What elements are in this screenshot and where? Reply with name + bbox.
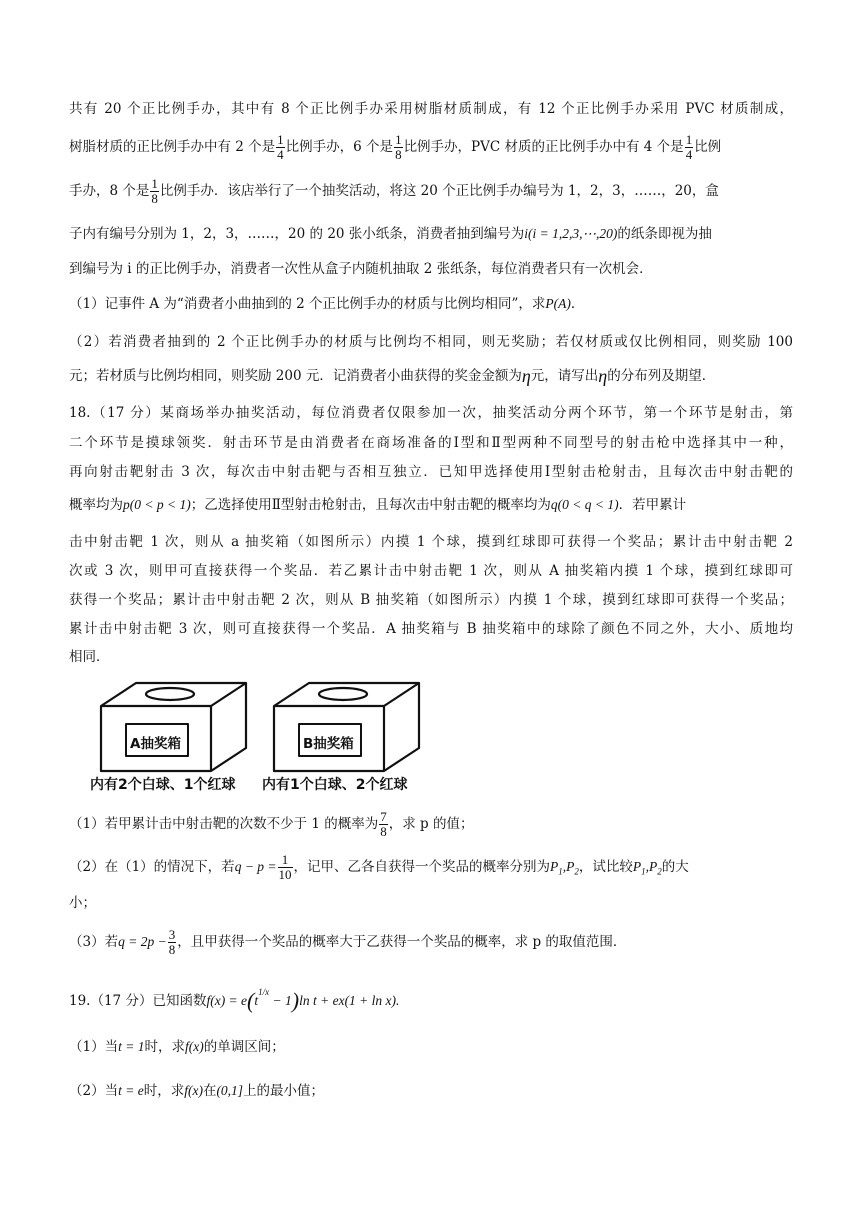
lottery-boxes-figure <box>90 676 426 796</box>
problem-19: 19.（17 分）已知函数$f(x) = e(t^{1/x} - 1)\ln$ t + ex(1 + ln x). <box>69 987 400 1013</box>
math-expression: p(0 < p < 1) <box>123 497 191 512</box>
box-b-label: B抽奖箱 <box>303 736 354 752</box>
text: 元；若材质与比例均相同，则奖励 200 元．记消费者小曲获得的奖金金额为 <box>69 368 522 384</box>
text: 的纸条即视为抽 <box>617 226 712 242</box>
problem-18-line <box>69 433 793 453</box>
text: 概率均为 <box>69 497 123 513</box>
problem-text-line <box>69 224 793 244</box>
subquestion-19-1 <box>69 1037 793 1057</box>
text: 小； <box>69 895 96 911</box>
text: 18.（17 分）某商场举办抽奖活动，每位消费者仅限参加一次，抽奖活动分两个环节，第一个环节是射击，第 <box>69 405 793 421</box>
text: 手办，8 个是 <box>69 183 150 199</box>
text: 比例手办，PVC 材质的正比例手办中有 4 个是 <box>403 139 684 155</box>
fraction-seven-eighths: $\frac{7}{8}$ <box>380 809 387 839</box>
text: （3）若 <box>69 934 119 950</box>
problem-18-line <box>69 619 793 639</box>
text: 时，求 <box>144 1039 185 1055</box>
text: 的单调区间； <box>203 1039 285 1055</box>
math-expression: ln t + ex(1 + ln x). <box>299 993 400 1008</box>
problem-text-line <box>69 177 793 206</box>
text: 到编号为 i 的正比例手办，消费者一次性从盒子内随机抽取 2 张纸条，每位消费者只有一次机会． <box>69 261 653 277</box>
text: 累计击中射击靶 3 次，则可直接获得一个奖品．A 抽奖箱与 B 抽奖箱中的球除了颜色不同之外，大小、质地均 <box>69 621 793 637</box>
text: 二个环节是摸球领奖．射击环节是由消费者在商场准备的Ⅰ型和Ⅱ型两种不同型号的射击枪中选择其中一种， <box>69 435 793 451</box>
subquestion-18-3 <box>69 928 793 957</box>
math-expression: P(A) <box>545 296 571 311</box>
fraction-one-tenth: $\frac{1}{10}$ <box>278 852 292 882</box>
text: 在 <box>202 1083 217 1099</box>
math-expression: q(0 < q < 1) <box>550 497 619 512</box>
subquestion-17-1: （1）记事件 A 为“消费者小曲抽到的 2 个正比例手办的材质与比例均相同”，求P(A)． <box>69 296 585 312</box>
math-p1-p2: $P_1,P_2$ <box>632 859 662 877</box>
math-p1-p2: $P_1,P_2$ <box>550 859 579 877</box>
problem-18-line <box>69 561 793 581</box>
text: 子内有编号分别为 1，2，3，……，20 的 20 张小纸条，消费者抽到编号为 <box>69 226 525 242</box>
text: （2）当 <box>69 1083 119 1099</box>
fraction-three-eighths: $\frac{3}{8}$ <box>168 927 176 957</box>
math-expression: f(x) <box>184 1083 203 1098</box>
math-expression: i(i = 1,2,3,⋯,20) <box>524 226 618 241</box>
text: ，且甲获得一个奖品的概率大于乙获得一个奖品的概率，求 p 的取值范围． <box>177 934 627 950</box>
text: 19.（17 分）已知函数 <box>69 993 207 1009</box>
text: 获得一个奖品；累计击中射击靶 2 次，则从 B 抽奖箱（如图所示）内摸 1 个球，摸到红球即可获得一个奖品； <box>69 592 793 608</box>
text: ，求 p 的值； <box>388 816 474 832</box>
text: ；乙选择使用Ⅱ型射击枪射击，且每次击中射击靶的概率均为 <box>190 497 551 513</box>
problem-text-line <box>69 133 793 162</box>
text: 树脂材质的正比例手办中有 2 个是 <box>69 139 276 155</box>
text: 比例手办，6 个是 <box>285 139 394 155</box>
text: 再向射击靶射击 3 次，每次击中射击靶与否相互独立．已知甲选择使用Ⅰ型射击枪射击，且每次击中射击靶的 <box>69 464 793 480</box>
math-exponent: 1/x <box>258 987 270 997</box>
math-expression: f(x) <box>184 1039 204 1054</box>
text: 的大 <box>661 859 689 875</box>
problem-18-line <box>69 647 793 667</box>
subquestion-17-2-cont <box>69 366 793 386</box>
text: 时，求 <box>143 1083 185 1099</box>
problem-18-line <box>69 462 793 482</box>
text: （1）当 <box>69 1039 119 1055</box>
box-b-caption: 内有1个白球、2个红球 <box>262 777 408 793</box>
text: 元，请写出 <box>530 368 599 384</box>
problem-18-line <box>69 590 793 610</box>
text: （2）在（1）的情况下，若 <box>69 859 235 875</box>
problem-18-line <box>69 532 793 552</box>
math-expression: f(x) = e <box>206 993 248 1008</box>
subquestion-18-2 <box>69 853 793 882</box>
subquestion-18-2-cont <box>69 893 793 913</box>
problem-18-line <box>69 495 793 515</box>
subquestion-19-2 <box>69 1081 793 1101</box>
text: 比例 <box>694 139 722 155</box>
math-expression: q = 2p − <box>118 934 167 949</box>
fraction-one-eighth: $\frac{1}{8}$ <box>151 176 158 206</box>
text: 击中射击靶 1 次，则从 a 抽奖箱（如图所示）内摸 1 个球，摸到红球即可获得一个奖品；累计击中射击靶 2 <box>69 534 793 550</box>
box-a-caption: 内有2个白球、1个红球 <box>90 777 236 793</box>
text: 相同． <box>69 649 110 665</box>
text: 的分布列及期望． <box>607 368 716 384</box>
eta-symbol: η <box>598 366 608 386</box>
text: ，试比较 <box>578 859 633 875</box>
fraction-one-quarter: $\frac{1}{4}$ <box>685 132 693 162</box>
math-expression: q − p = <box>234 859 277 874</box>
text: ．若甲累计 <box>618 497 687 513</box>
problem-text-line <box>69 99 793 119</box>
math-expression: t = e <box>118 1083 144 1098</box>
subquestion-17-2 <box>69 332 793 352</box>
text: 上的最小值； <box>243 1083 325 1099</box>
text: ，记甲、乙各自获得一个奖品的概率分别为 <box>293 859 551 875</box>
math-interval: (0,1] <box>216 1083 244 1098</box>
text: 共有 20 个正比例手办，其中有 8 个正比例手办采用树脂材质制成，有 12 个正比例手办采用 PVC 材质制成， <box>69 101 793 117</box>
fraction-one-quarter: $\frac{1}{4}$ <box>277 132 284 162</box>
eta-symbol: η <box>521 366 531 386</box>
box-a-label: A抽奖箱 <box>130 736 181 752</box>
text: 次或 3 次，则甲可直接获得一个奖品．若乙累计击中射击靶 1 次，则从 A 抽奖箱内摸 1 个球，摸到红球即可 <box>69 563 793 579</box>
text: （2）若消费者抽到的 2 个正比例手办的材质与比例均不相同，则无奖励；若仅材质或仅比例相同，则奖励 100 <box>69 334 793 350</box>
problem-text-line <box>69 259 793 279</box>
fraction-one-eighth: $\frac{1}{8}$ <box>395 132 402 162</box>
text: 比例手办．该店举行了一个抽奖活动，将这 20 个正比例手办编号为 1，2，3，……，20，盒 <box>159 183 719 199</box>
math-expression: t = 1 <box>118 1039 145 1054</box>
subquestion-18-1 <box>69 810 793 839</box>
text: （1）若甲累计击中射击靶的次数不少于 1 的概率为 <box>69 816 379 832</box>
problem-18-line <box>69 403 793 423</box>
text: （1）记事件 A 为“消费者小曲抽到的 2 个正比例手办的材质与比例均相同”，求 <box>69 296 546 312</box>
